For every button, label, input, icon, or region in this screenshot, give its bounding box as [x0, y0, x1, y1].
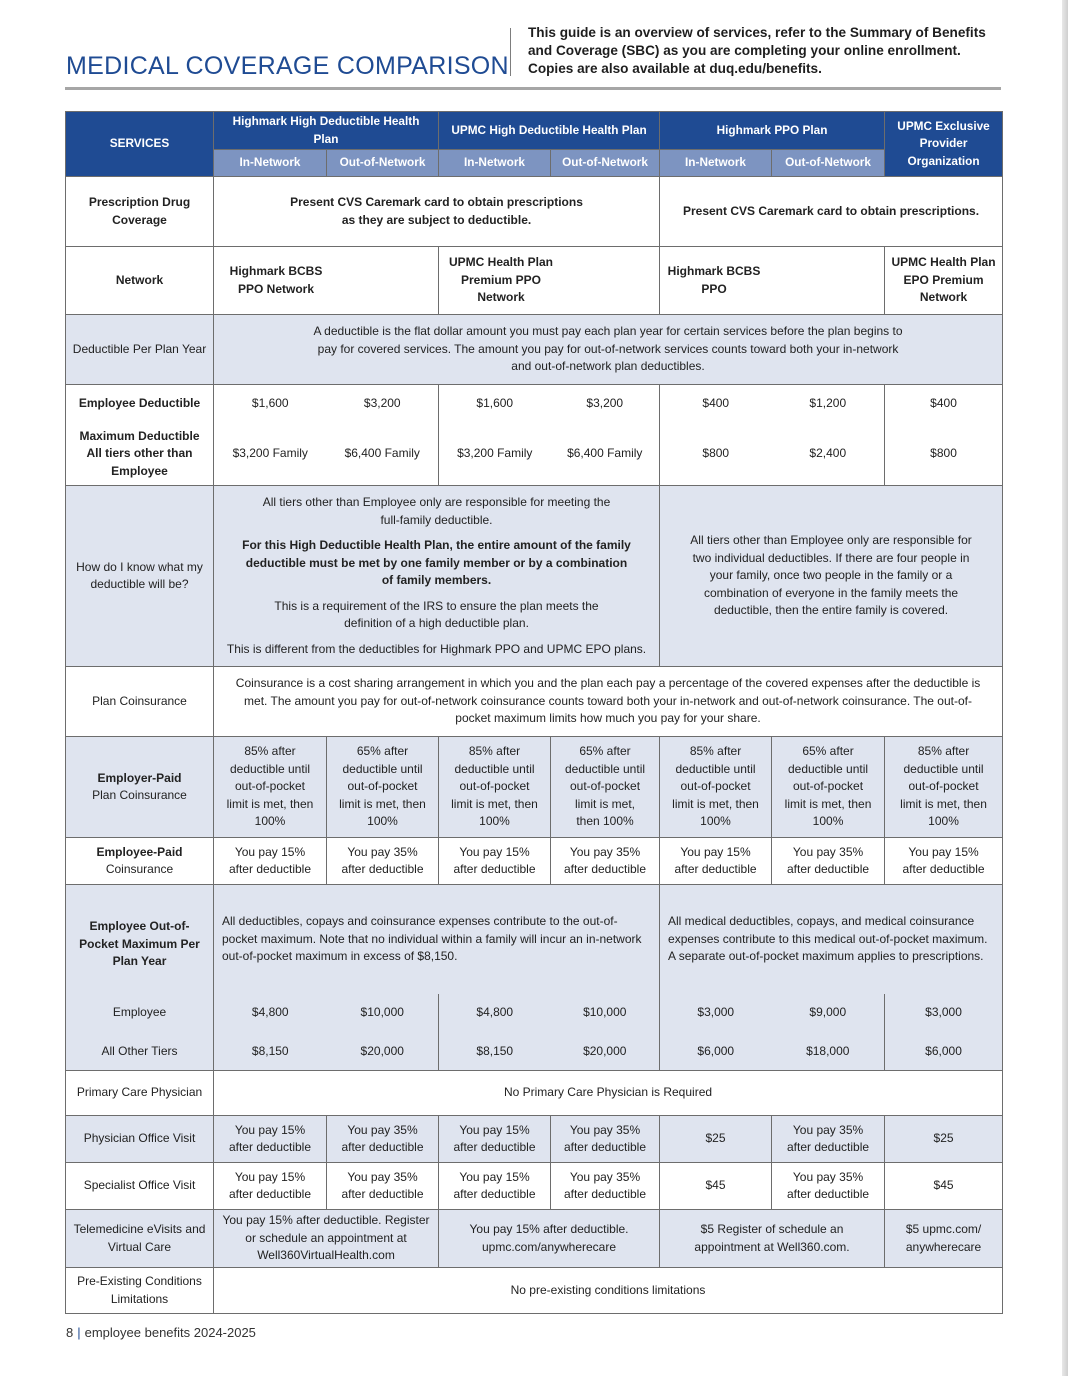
plan-header-upmc-epo: UPMC Exclusive Provider Organization [885, 112, 1003, 177]
page-edge [1062, 0, 1068, 1376]
row-label: Primary Care Physician [66, 1071, 214, 1116]
table-row-telemedicine [66, 1210, 1003, 1268]
oop-ppo-epo-text: All medical deductibles, copays, and medical coinsurance expenses contribute to this medical out-of-pocket maximum. A separate out-of-pocket maximum applies to prescriptions. [660, 885, 1003, 994]
network-upmc-hdhp: UPMC Health Plan Premium PPO Network [439, 247, 660, 315]
value-cell: $8,150 [214, 1033, 327, 1071]
row-label: Telemedicine eVisits and Virtual Care [66, 1210, 214, 1268]
value-cell: $3,200 Family [439, 423, 551, 486]
out-network-header: Out-of-Network [772, 150, 885, 177]
value-cell: 65% after deductible until out-of-pocket limit is met, then 100% [551, 737, 660, 838]
oop-hdhp-text: All deductibles, copays and coinsurance expenses contribute to the out-of-pocket maximum. Note that no individual within a family will incur an in-network out-of-pocket maximum in excess of $8,150. [214, 885, 660, 994]
footer-divider: | [77, 1325, 81, 1340]
page-title: MEDICAL COVERAGE COMPARISON [66, 52, 509, 80]
prescription-ppo-epo: Present CVS Caremark card to obtain prescriptions. [660, 177, 1003, 247]
value-cell: $1,600 [439, 385, 551, 423]
value-cell: $6,000 [660, 1033, 772, 1071]
value-cell: $3,200 [327, 385, 439, 423]
table-row-preexisting [66, 1268, 1003, 1314]
intro-text: This guide is an overview of services, refer to the Summary of Benefits and Coverage (SBC) as you are completing your online enrollment. Copies are also available at duq.edu/benefits. [528, 25, 986, 76]
table-row-employer-paid [66, 737, 1003, 838]
value-cell: $1,200 [772, 385, 885, 423]
header-plan-row [66, 112, 1003, 150]
table-row-employee-deductible [66, 385, 1003, 423]
table-row-deductible-definition [66, 315, 1003, 385]
coinsurance-definition-text: Coinsurance is a cost sharing arrangement in which you and the plan each pay a percentage of the covered expenses after the deductible is met. The amount you pay for out-of-network coinsurance counts toward both your in-network and out-of-network coinsurance. The out-of-pocket maximum limits how much you pay for your share. [214, 667, 1003, 737]
value-cell: $4,800 [439, 994, 551, 1033]
in-network-header: In-Network [660, 150, 772, 177]
table-row-prescription [66, 177, 1003, 247]
value-cell: $20,000 [551, 1033, 660, 1071]
row-label: Employee Deductible [66, 385, 214, 423]
table-row-pcp [66, 1071, 1003, 1116]
value-cell: You pay 35% after deductible [772, 838, 885, 885]
value-cell: 85% after deductible until out-of-pocket limit is met, then 100% [214, 737, 327, 838]
prescription-hdhp: Present CVS Caremark card to obtain prescriptions as they are subject to deductible. [214, 177, 660, 247]
row-label: Network [66, 247, 214, 315]
table-row-office-visit [66, 1116, 1003, 1163]
value-cell: 65% after deductible until out-of-pocket limit is met, then 100% [772, 737, 885, 838]
value-cell: $3,200 [551, 385, 660, 423]
row-label: Employee Out-of-Pocket Maximum Per Plan Year [66, 885, 214, 994]
row-label: Plan Coinsurance [66, 667, 214, 737]
value-cell: $20,000 [327, 1033, 439, 1071]
telemedicine-ppo: $5 Register of schedule an appointment at Well360.com. [660, 1210, 885, 1268]
value-cell: You pay 15% after deductible [885, 838, 1003, 885]
telemedicine-epo: $5 upmc.com/ anywherecare [885, 1210, 1003, 1268]
value-cell: $10,000 [327, 994, 439, 1033]
telemedicine-upmc-hdhp: You pay 15% after deductible. upmc.com/anywherecare [439, 1210, 660, 1268]
services-header: SERVICES [66, 112, 214, 177]
value-cell: $6,000 [885, 1033, 1003, 1071]
value-cell: $3,000 [885, 994, 1003, 1033]
value-cell: $9,000 [772, 994, 885, 1033]
value-cell: 85% after deductible until out-of-pocket limit is met, then 100% [885, 737, 1003, 838]
page-number: 8 [66, 1325, 74, 1340]
row-label: Physician Office Visit [66, 1116, 214, 1163]
in-network-header: In-Network [214, 150, 327, 177]
value-cell: You pay 35% after deductible [772, 1116, 885, 1163]
value-cell: $3,200 Family [214, 423, 327, 486]
in-network-header: In-Network [439, 150, 551, 177]
value-cell: $1,600 [214, 385, 327, 423]
row-label: Employee [66, 994, 214, 1033]
row-label: Specialist Office Visit [66, 1163, 214, 1210]
preexisting-text: No pre-existing conditions limitations [214, 1268, 1003, 1314]
footer-text: employee benefits 2024-2025 [84, 1325, 256, 1340]
value-cell: $6,400 Family [327, 423, 439, 486]
value-cell: You pay 35% after deductible [327, 838, 439, 885]
row-label: Employer-Paid Plan Coinsurance [66, 737, 214, 838]
deductible-definition-text: A deductible is the flat dollar amount you must pay each plan year for certain services before the plan begins to pay for covered services. The amount you pay for out-of-network services counts toward both your in-network and out-of-network plan deductibles. [214, 315, 1003, 385]
value-cell: $18,000 [772, 1033, 885, 1071]
value-cell: $400 [885, 385, 1003, 423]
value-cell: You pay 15% after deductible [660, 838, 772, 885]
plan-header-highmark-ppo: Highmark PPO Plan [660, 112, 885, 150]
value-cell: You pay 15% after deductible [439, 1163, 551, 1210]
row-label: Employee-Paid Coinsurance [66, 838, 214, 885]
value-cell: $400 [660, 385, 772, 423]
page-footer [66, 1325, 256, 1340]
row-label: Pre-Existing Conditions Limitations [66, 1268, 214, 1314]
value-cell: You pay 15% after deductible [214, 1163, 327, 1210]
table-row-max-deductible [66, 423, 1003, 486]
row-label: How do I know what my deductible will be? [66, 486, 214, 667]
coverage-table [65, 111, 1003, 1314]
value-cell: 85% after deductible until out-of-pocket limit is met, then 100% [439, 737, 551, 838]
row-label: Prescription Drug Coverage [66, 177, 214, 247]
table-row-oop-other-tiers [66, 1033, 1003, 1071]
value-cell: You pay 35% after deductible [772, 1163, 885, 1210]
row-label: Maximum Deductible All tiers other than Employee [66, 423, 214, 486]
value-cell: $25 [885, 1116, 1003, 1163]
value-cell: $800 [660, 423, 772, 486]
out-network-header: Out-of-Network [327, 150, 439, 177]
value-cell: You pay 35% after deductible [327, 1116, 439, 1163]
out-network-header: Out-of-Network [551, 150, 660, 177]
table-row-oop-employee [66, 994, 1003, 1033]
value-cell: You pay 35% after deductible [551, 1116, 660, 1163]
value-cell: $45 [885, 1163, 1003, 1210]
row-label: All Other Tiers [66, 1033, 214, 1071]
pcp-text: No Primary Care Physician is Required [214, 1071, 1003, 1116]
table-row-specialist [66, 1163, 1003, 1210]
value-cell: $3,000 [660, 994, 772, 1033]
plan-header-highmark-hdhp: Highmark High Deductible Health Plan [214, 112, 439, 150]
network-highmark-ppo: Highmark BCBS PPO [660, 247, 885, 315]
value-cell: You pay 15% after deductible [439, 1116, 551, 1163]
value-cell: 85% after deductible until out-of-pocket limit is met, then 100% [660, 737, 772, 838]
value-cell: $2,400 [772, 423, 885, 486]
telemedicine-highmark-hdhp: You pay 15% after deductible. Register or schedule an appointment at Well360VirtualHealth.com [214, 1210, 439, 1268]
value-cell: You pay 35% after deductible [551, 838, 660, 885]
value-cell: 65% after deductible until out-of-pocket limit is met, then 100% [327, 737, 439, 838]
plan-header-upmc-hdhp: UPMC High Deductible Health Plan [439, 112, 660, 150]
value-cell: $10,000 [551, 994, 660, 1033]
row-label: Deductible Per Plan Year [66, 315, 214, 385]
table-row-oop-maximum [66, 885, 1003, 994]
network-upmc-epo: UPMC Health Plan EPO Premium Network [885, 247, 1003, 315]
header-divider [510, 28, 511, 76]
table-row-how-deductible [66, 486, 1003, 667]
value-cell: You pay 35% after deductible [551, 1163, 660, 1210]
value-cell: You pay 35% after deductible [327, 1163, 439, 1210]
value-cell: You pay 15% after deductible [214, 1116, 327, 1163]
network-highmark-hdhp: Highmark BCBS PPO Network [214, 247, 439, 315]
value-cell: $6,400 Family [551, 423, 660, 486]
value-cell: $8,150 [439, 1033, 551, 1071]
value-cell: You pay 15% after deductible [439, 838, 551, 885]
value-cell: $4,800 [214, 994, 327, 1033]
value-cell: $45 [660, 1163, 772, 1210]
value-cell: $25 [660, 1116, 772, 1163]
value-cell: You pay 15% after deductible [214, 838, 327, 885]
table-row-network [66, 247, 1003, 315]
how-deductible-hdhp: All tiers other than Employee only are responsible for meeting the full-family deductible. For this High Deductible Health Plan, the entire amount of the family deductible must be met by one family member or by a combination of family members. This is a requirement of the IRS to ensure the plan meets the definition of a high deductible plan. This is different from the deductibles for Highmark PPO and UPMC EPO plans. [214, 486, 660, 667]
table-row-employee-paid [66, 838, 1003, 885]
value-cell: $800 [885, 423, 1003, 486]
header-rule [65, 87, 1001, 90]
table-row-plan-coinsurance [66, 667, 1003, 737]
how-deductible-ppo-epo: All tiers other than Employee only are responsible for two individual deductibles. If there are four people in your family, once two people in the family or a combination of everyone in the family meets the deductible, then the entire family is covered. [660, 486, 1003, 667]
